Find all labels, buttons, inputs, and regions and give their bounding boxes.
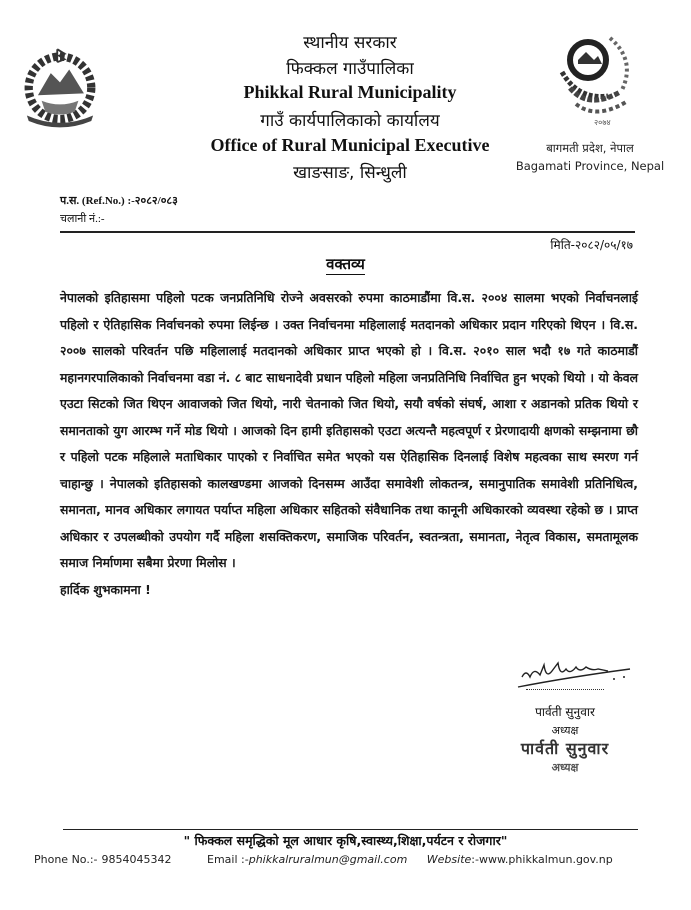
phone-number: 9854045342 <box>101 853 172 866</box>
website-info <box>427 853 613 866</box>
header-office-english: Office of Rural Municipal Executive <box>210 135 490 155</box>
phone-info <box>34 853 188 866</box>
footer-contact <box>34 853 629 866</box>
email-info <box>207 853 407 866</box>
statement-title-container <box>0 254 691 274</box>
name-stamp: पार्वती सुनुवार <box>520 739 610 758</box>
header-local-government: स्थानीय सरकार <box>303 33 397 53</box>
statement-title: वक्तव्य <box>326 255 365 273</box>
province-nepali: बागमती प्रदेश, नेपाल <box>546 141 634 155</box>
header-municipality-nepali: फिक्कल गाउँपालिका <box>286 59 414 79</box>
letter-date: मिति-२०८२/०५/१७ <box>550 238 633 252</box>
email-link[interactable]: phikkalruralmun@gmail.com <box>248 853 408 866</box>
signatory-name: पार्वती सुनुवार <box>535 705 595 719</box>
office-stamp-icon <box>548 30 648 130</box>
province-english: Bagamati Province, Nepal <box>515 159 665 173</box>
footer-divider <box>63 829 638 830</box>
signature-line <box>526 689 604 690</box>
header-location: खाङसाङ, सिन्धुली <box>293 163 407 183</box>
nepal-government-emblem-icon <box>14 40 106 132</box>
statement-paragraph: नेपालको इतिहासमा पहिलो पटक जनप्रतिनिधि रोज्ने अवसरको रुपमा काठमाडौंमा वि.स. २००४ सालमा भएको निर्वाचनलाई पहिलो र ऐतिहासिक निर्वाचनको रुपमा लिईन्छ । उक्त निर्वाचनमा महिलालाई मतदानको अधिकार प्रदान गरिएको थिएन । वि.स. २००७ सालको परिवर्तन पछि महिलालाई मतदानको अधिकार प्राप्त भएको हो । वि.स. २०१० साल भदौ १७ गते काठमाडौं महानगरपालिकाको निर्वाचनमा वडा नं. ८ बाट साधनादेवी प्रधान पहिलो महिला जनप्रतिनिधि निर्वाचित हुन भएको थियो । यो केवल एउटा सिटको जित थिएन आवाजको जित थियो, नारी चेतनाको जित थियो, सयौ वर्षको संघर्ष, आशा र अडानको प्रतिक थियो र समानताको युग आरम्भ गर्ने मोड थियो । आजको दिन हामी इतिहासको एउटा अत्यन्तै महत्वपूर्ण र प्रेरणादायी क्षणको सम्झनामा छौ र पहिलो पटक महिलाले मताधिकार पाएको र निर्वाचित समेत भएको यस ऐतिहासिक दिनलाई विशेष महत्वका साथ स्मरण गर्न चाहान्छु । नेपालको इतिहासको कालखण्डमा आजको दिनसम्म आउँदा समावेशी लोकतन्त्र, समानुपातिक समावेशी प्रतिनिधित्व, समानता, मानव अधिकार लगायत पर्याप्त महिला अधिकार सहितको संवैधानिक तथा कानूनी अधिकारको व्यवस्था रहेको छ । प्राप्त अधिकार र उपलब्धीको उपयोग गर्दै महिला शसक्तिकरण, समाजिक परिवर्तन, स्वतन्त्रता, समानता, नेतृत्व विकास, समतामूलक समाज निर्माणमा सबैमा प्रेरणा मिलोस । <box>60 290 638 570</box>
phone-label: Phone No.:- <box>34 853 98 866</box>
email-label: Email :- <box>207 853 249 866</box>
signature-icon <box>510 655 650 690</box>
footer-slogan: " फिक्कल समृद्धिको मूल आधार कृषि,स्वास्थ्य,शिक्षा,पर्यटन र रोजगार" <box>183 833 508 848</box>
signatory-role: अध्यक्ष <box>551 724 579 737</box>
dispatch-number: चलानी नं.:- <box>60 213 105 225</box>
header-divider <box>60 231 635 233</box>
website-label: Website <box>426 853 472 866</box>
role-stamp: अध्यक्ष <box>551 761 579 774</box>
header-municipality-english: Phikkal Rural Municipality <box>243 82 457 102</box>
reference-number: प.स. (Ref.No.) :-२०८२/०८३ <box>60 195 178 207</box>
website-link[interactable]: :-www.phikkalmun.gov.np <box>471 853 613 866</box>
statement-body <box>60 285 638 603</box>
svg-text:२०७४: २०७४ <box>594 118 611 127</box>
closing-greeting: हार्दिक शुभकामना ! <box>60 581 151 597</box>
header-office-nepali: गाउँ कार्यपालिकाको कार्यालय <box>260 111 440 131</box>
